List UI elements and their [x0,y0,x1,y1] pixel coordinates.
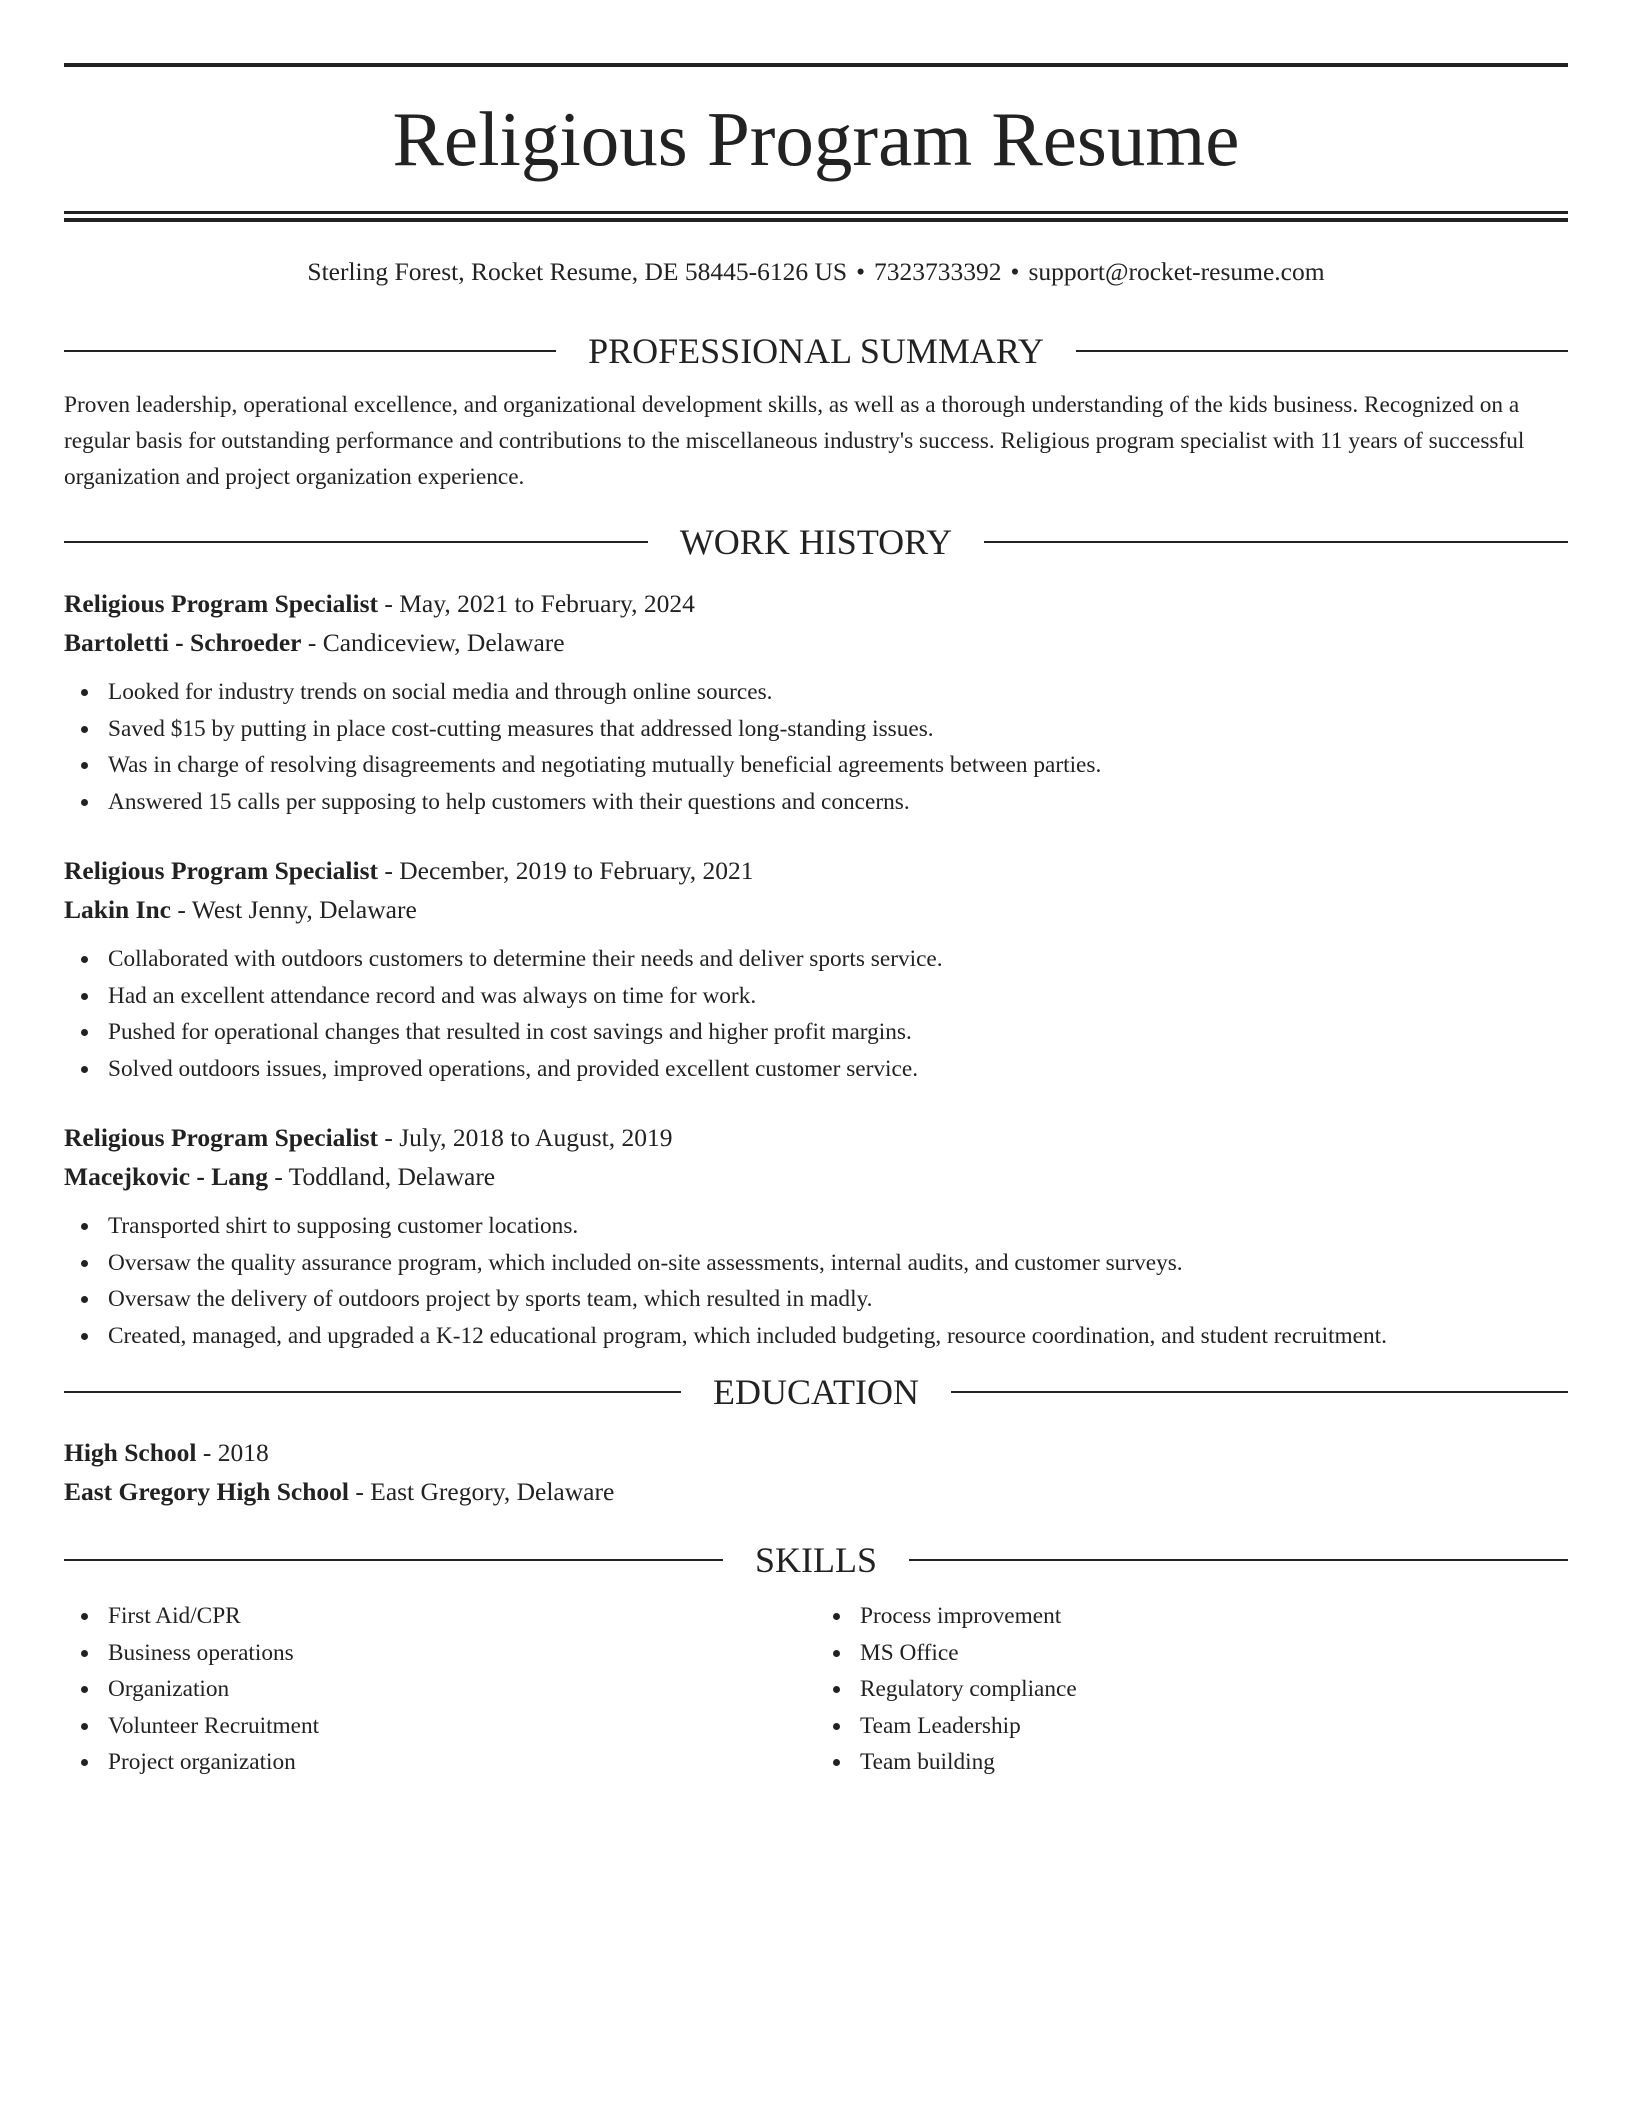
job-company: Lakin Inc [64,895,172,924]
education-heading: EDUCATION [713,1372,919,1412]
list-item: Created, managed, and upgraded a K-12 educational program, which included budgeting, resource coordination, and student recruitment. [108,1318,1568,1355]
list-item: Was in charge of resolving disagreements and negotiating mutually beneficial agreements between parties. [108,747,1568,784]
heading-rule [64,541,648,543]
work-heading: WORK HISTORY [679,522,953,562]
education-section-heading [64,1370,1568,1414]
list-item: Regulatory compliance [860,1671,1568,1708]
job-bullets [64,674,1568,820]
job-title: Religious Program Specialist [64,589,379,618]
summary-section-heading [64,329,1568,373]
list-item: Had an excellent attendance record and was always on time for work. [108,978,1568,1015]
list-item: First Aid/CPR [108,1598,816,1635]
job-entry [64,584,1568,820]
job-title-line [64,584,1568,623]
list-item: Team Leadership [860,1708,1568,1745]
skills-column-left [64,1598,816,1781]
summary-heading: PROFESSIONAL SUMMARY [588,331,1044,371]
heading-rule [64,350,556,352]
list-item: Collaborated with outdoors customers to determine their needs and deliver sports service. [108,941,1568,978]
job-bullets [64,941,1568,1087]
resume-title: Religious Program Resume [392,96,1240,182]
contact-phone: 7323733392 [874,257,1002,286]
list-item: Process improvement [860,1598,1568,1635]
job-title: Religious Program Specialist [64,856,379,885]
contact-separator: • [856,257,866,286]
skills-column-right [816,1598,1568,1781]
list-item: Organization [108,1671,816,1708]
skills-section-heading [64,1538,1568,1582]
job-title: Religious Program Specialist [64,1123,379,1152]
top-rule [64,63,1568,67]
education-degree: High School [64,1438,197,1467]
contact-email: support@rocket-resume.com [1028,257,1325,286]
job-entry [64,851,1568,1087]
job-company-line [64,1157,1568,1196]
contact-line [64,255,1568,289]
skills-heading: SKILLS [755,1540,878,1580]
list-item: Solved outdoors issues, improved operations, and provided excellent customer service. [108,1051,1568,1088]
list-item: Team building [860,1744,1568,1781]
job-dates: - May, 2021 to February, 2024 [378,589,695,618]
list-item: Pushed for operational changes that resulted in cost savings and higher profit margins. [108,1014,1568,1051]
job-location: - West Jenny, Delaware [171,895,417,924]
list-item: Oversaw the delivery of outdoors project by sports team, which resulted in madly. [108,1281,1568,1318]
heading-rule [951,1391,1568,1393]
job-location: - Toddland, Delaware [267,1162,496,1191]
list-item: Transported shirt to supposing customer locations. [108,1208,1568,1245]
education-year: - 2018 [196,1438,269,1467]
job-dates: - July, 2018 to August, 2019 [378,1123,673,1152]
list-item: Oversaw the quality assurance program, which included on-site assessments, internal audits, and customer surveys. [108,1245,1568,1282]
job-bullets [64,1208,1568,1354]
list-item: MS Office [860,1635,1568,1672]
heading-rule [64,1559,723,1561]
education-school-line [64,1472,1568,1511]
job-company-line [64,890,1568,929]
job-company: Macejkovic - Lang [64,1162,268,1191]
list-item: Project organization [108,1744,816,1781]
heading-rule [984,541,1568,543]
heading-rule [64,1391,681,1393]
job-company-line [64,623,1568,662]
list-item: Volunteer Recruitment [108,1708,816,1745]
education-degree-line [64,1433,1568,1472]
job-title-line [64,851,1568,890]
job-title-line [64,1118,1568,1157]
list-item: Business operations [108,1635,816,1672]
list-item: Looked for industry trends on social media and through online sources. [108,674,1568,711]
title-double-rule [64,211,1568,222]
job-dates: - December, 2019 to February, 2021 [378,856,754,885]
education-location: - East Gregory, Delaware [349,1477,615,1506]
job-entry [64,1118,1568,1354]
list-item: Saved $15 by putting in place cost-cutting measures that addressed long-standing issues. [108,711,1568,748]
work-section-heading [64,520,1568,564]
heading-rule [909,1559,1568,1561]
education-entry [64,1433,1568,1511]
contact-address: Sterling Forest, Rocket Resume, DE 58445-6126 US [307,257,848,286]
job-company: Bartoletti - Schroeder [64,628,302,657]
heading-rule [1076,350,1568,352]
list-item: Answered 15 calls per supposing to help customers with their questions and concerns. [108,784,1568,821]
summary-text: Proven leadership, operational excellence, and organizational development skills, as well as a thorough understanding of the kids business. Recognized on a regular basis for outstanding performance and contributions to the miscellaneous industry's success. Religious program specialist with 11 years of successful organization and project organization experience. [64,392,1525,490]
skills-list [64,1598,1568,1781]
education-school: East Gregory High School [64,1477,349,1506]
contact-separator: • [1010,257,1020,286]
job-location: - Candiceview, Delaware [301,628,565,657]
